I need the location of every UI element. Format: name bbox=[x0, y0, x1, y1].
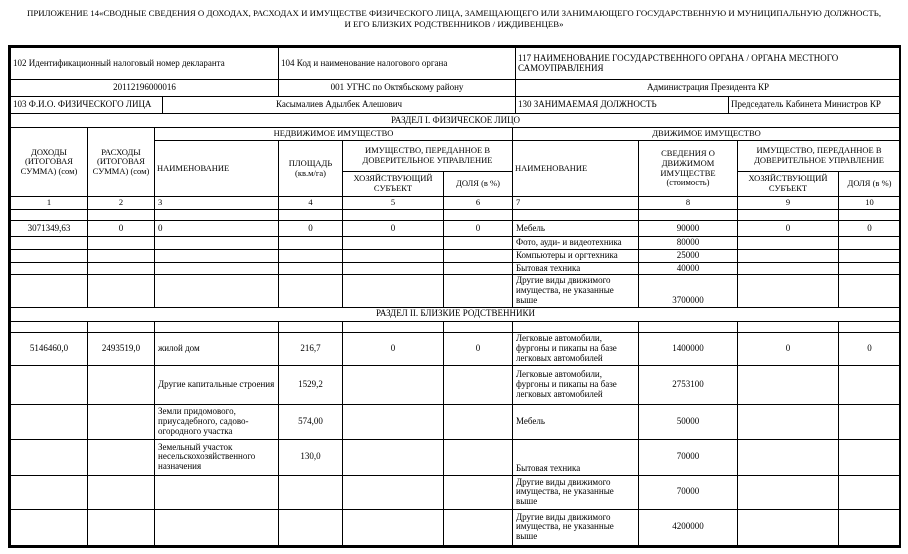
table-cell bbox=[343, 404, 444, 439]
document-title-line1: ПРИЛОЖЕНИЕ 14«СВОДНЫЕ СВЕДЕНИЯ О ДОХОДАХ, РАСХОДАХ И ИМУЩЕСТВЕ ФИЗИЧЕСКОГО ЛИЦА, ЗАМЕЩАЮЩЕГО ИЛИ ЗАНИМАЮЩЕГО ГОСУДАРСТВЕННУЮ И МУНИЦИПАЛЬНУЮ ДОЛЖНОСТЬ, bbox=[26, 8, 882, 18]
table-cell bbox=[839, 439, 901, 475]
section2-rows bbox=[11, 321, 901, 545]
table-cell bbox=[839, 365, 901, 404]
table-cell bbox=[155, 321, 279, 332]
table-cell: Земельный участок несельскохозяйственного назначения bbox=[155, 439, 279, 475]
table-cell bbox=[343, 509, 444, 545]
column-number: 5 bbox=[343, 197, 444, 210]
table-cell: 2493519,0 bbox=[88, 332, 155, 365]
table-cell: 0 bbox=[444, 332, 513, 365]
table-cell bbox=[639, 321, 738, 332]
header-trust-movable: ИМУЩЕСТВО, ПЕРЕДАННОЕ В ДОВЕРИТЕЛЬНОЕ УПРАВЛЕНИЕ bbox=[738, 141, 901, 172]
table-cell: 0 bbox=[839, 221, 901, 237]
table-cell bbox=[738, 210, 839, 221]
tin-value-cell: 20112196000016 bbox=[11, 80, 279, 97]
table-cell: Другие капитальные строения bbox=[155, 365, 279, 404]
header-trust-immovable: ИМУЩЕСТВО, ПЕРЕДАННОЕ В ДОВЕРИТЕЛЬНОЕ УПРАВЛЕНИЕ bbox=[343, 141, 513, 172]
table-cell: Легковые автомобили, фургоны и пикапы на базе легковых автомобилей bbox=[513, 365, 639, 404]
column-number: 9 bbox=[738, 197, 839, 210]
table-cell bbox=[155, 262, 279, 275]
table-cell: 50000 bbox=[639, 404, 738, 439]
table-cell: 2753100 bbox=[639, 365, 738, 404]
tin-label-cell: 102 Идентификационный налоговый номер декларанта bbox=[11, 48, 279, 80]
tax-office-label-cell: 104 Код и наименование налогового органа bbox=[279, 48, 516, 80]
table-cell bbox=[738, 262, 839, 275]
table-cell bbox=[343, 237, 444, 250]
table-cell bbox=[513, 210, 639, 221]
table-cell bbox=[279, 210, 343, 221]
property-table bbox=[10, 114, 901, 546]
table-cell bbox=[444, 275, 513, 307]
table-cell: 40000 bbox=[639, 262, 738, 275]
table-cell: 0 bbox=[155, 221, 279, 237]
table-cell bbox=[88, 439, 155, 475]
header-movable-info: СВЕДЕНИЯ О ДВИЖИМОМ ИМУЩЕСТВЕ (стоимость) bbox=[639, 141, 738, 197]
table-cell: 1400000 bbox=[639, 332, 738, 365]
table-cell bbox=[88, 404, 155, 439]
table-cell bbox=[839, 249, 901, 262]
table-cell: Мебель bbox=[513, 404, 639, 439]
table-cell bbox=[279, 275, 343, 307]
table-cell: Мебель bbox=[513, 221, 639, 237]
table-cell bbox=[88, 210, 155, 221]
document-title bbox=[4, 8, 904, 30]
table-cell: 3071349,63 bbox=[11, 221, 88, 237]
table-cell bbox=[444, 365, 513, 404]
tax-office-value-cell: 001 УГНС по Октябьскому району bbox=[279, 80, 516, 97]
table-cell bbox=[839, 275, 901, 307]
header-immovable-group: НЕДВИЖИМОЕ ИМУЩЕСТВО bbox=[155, 128, 513, 141]
table-cell bbox=[11, 321, 88, 332]
table-cell bbox=[155, 210, 279, 221]
table-cell bbox=[839, 475, 901, 509]
table-cell bbox=[11, 404, 88, 439]
section1-header: РАЗДЕЛ I. ФИЗИЧЕСКОЕ ЛИЦО bbox=[11, 114, 901, 128]
table-cell bbox=[88, 321, 155, 332]
table-cell bbox=[11, 475, 88, 509]
table-cell bbox=[343, 275, 444, 307]
column-number: 7 bbox=[513, 197, 639, 210]
table-cell: Бытовая техника bbox=[513, 439, 639, 475]
declarant-info-table bbox=[10, 47, 901, 114]
table-cell bbox=[639, 210, 738, 221]
table-cell bbox=[738, 475, 839, 509]
table-cell: 216,7 bbox=[279, 332, 343, 365]
declaration-table-frame bbox=[8, 45, 901, 548]
table-cell bbox=[839, 509, 901, 545]
header-name-movable: НАИМЕНОВАНИЕ bbox=[513, 141, 639, 197]
table-cell bbox=[155, 249, 279, 262]
table-cell bbox=[839, 210, 901, 221]
table-cell bbox=[88, 237, 155, 250]
table-cell: 0 bbox=[343, 332, 444, 365]
document-title-line2: И ЕГО БЛИЗКИХ РОДСТВЕННИКОВ / ИЖДИВЕНЦЕВ» bbox=[344, 19, 564, 29]
header-area: ПЛОЩАДЬ (кв.м/га) bbox=[279, 141, 343, 197]
table-cell bbox=[444, 439, 513, 475]
table-cell bbox=[11, 262, 88, 275]
section2-header: РАЗДЕЛ II. БЛИЗКИЕ РОДСТВЕННИКИ bbox=[11, 307, 901, 321]
table-cell bbox=[155, 237, 279, 250]
table-cell bbox=[279, 262, 343, 275]
table-cell: 0 bbox=[738, 332, 839, 365]
fio-value-cell: Касымалиев Адылбек Алешович bbox=[163, 97, 516, 114]
table-cell bbox=[88, 475, 155, 509]
table-cell bbox=[444, 509, 513, 545]
header-expense: РАСХОДЫ (ИТОГОВАЯ СУММА) (сом) bbox=[88, 128, 155, 197]
table-cell: 0 bbox=[88, 221, 155, 237]
table-cell: 70000 bbox=[639, 475, 738, 509]
position-label-cell: 130 ЗАНИМАЕМАЯ ДОЛЖНОСТЬ bbox=[516, 97, 729, 114]
table-cell: 574,00 bbox=[279, 404, 343, 439]
table-cell bbox=[88, 365, 155, 404]
table-cell: 5146460,0 bbox=[11, 332, 88, 365]
table-cell: 0 bbox=[279, 221, 343, 237]
table-cell bbox=[343, 365, 444, 404]
table-cell bbox=[11, 210, 88, 221]
table-cell bbox=[279, 249, 343, 262]
table-cell: жилой дом bbox=[155, 332, 279, 365]
table-cell: Компьютеры и оргтехника bbox=[513, 249, 639, 262]
table-cell bbox=[11, 237, 88, 250]
table-cell bbox=[279, 321, 343, 332]
table-cell bbox=[155, 509, 279, 545]
state-body-label-cell: 117 НАИМЕНОВАНИЕ ГОСУДАРСТВЕННОГО ОРГАНА / ОРГАНА МЕСТНОГО САМОУПРАВЛЕНИЯ bbox=[516, 48, 901, 80]
table-cell bbox=[738, 237, 839, 250]
position-value-cell: Председатель Кабинета Министров КР bbox=[729, 97, 901, 114]
table-cell bbox=[839, 237, 901, 250]
table-cell bbox=[88, 249, 155, 262]
table-cell bbox=[11, 275, 88, 307]
header-business-entity-immovable: ХОЗЯЙСТВУЮЩИЙ СУБЪЕКТ bbox=[343, 172, 444, 197]
table-cell: Бытовая техника bbox=[513, 262, 639, 275]
table-cell: 0 bbox=[839, 332, 901, 365]
table-cell bbox=[444, 210, 513, 221]
header-income: ДОХОДЫ (ИТОГОВАЯ СУММА) (сом) bbox=[11, 128, 88, 197]
table-cell bbox=[155, 475, 279, 509]
table-cell: Земли придомового, приусадебного, садово-огородного участка bbox=[155, 404, 279, 439]
header-business-entity-movable: ХОЗЯЙСТВУЮЩИЙ СУБЪЕКТ bbox=[738, 172, 839, 197]
table-cell: 0 bbox=[738, 221, 839, 237]
table-cell: Легковые автомобили, фургоны и пикапы на базе легковых автомобилей bbox=[513, 332, 639, 365]
section1-rows bbox=[11, 210, 901, 308]
table-cell bbox=[88, 275, 155, 307]
table-cell: 0 bbox=[343, 221, 444, 237]
column-number: 1 bbox=[11, 197, 88, 210]
table-cell: Другие виды движимого имущества, не указанные выше bbox=[513, 275, 639, 307]
table-cell bbox=[11, 249, 88, 262]
state-body-value-cell: Администрация Президента КР bbox=[516, 80, 901, 97]
table-cell: 70000 bbox=[639, 439, 738, 475]
table-cell bbox=[444, 262, 513, 275]
table-cell bbox=[343, 439, 444, 475]
table-cell bbox=[738, 365, 839, 404]
header-movable-group: ДВИЖИМОЕ ИМУЩЕСТВО bbox=[513, 128, 901, 141]
table-cell bbox=[738, 321, 839, 332]
table-cell bbox=[738, 509, 839, 545]
table-cell: Другие виды движимого имущества, не указанные выше bbox=[513, 509, 639, 545]
table-cell bbox=[444, 249, 513, 262]
table-cell: 1529,2 bbox=[279, 365, 343, 404]
table-cell bbox=[444, 404, 513, 439]
table-cell bbox=[155, 275, 279, 307]
table-cell bbox=[11, 365, 88, 404]
table-cell bbox=[839, 321, 901, 332]
header-share-immovable: ДОЛЯ (в %) bbox=[444, 172, 513, 197]
table-cell bbox=[444, 321, 513, 332]
column-number: 10 bbox=[839, 197, 901, 210]
table-cell bbox=[738, 249, 839, 262]
fio-label-cell: 103 Ф.И.О. ФИЗИЧЕСКОГО ЛИЦА bbox=[11, 97, 163, 114]
table-cell bbox=[279, 237, 343, 250]
table-cell bbox=[444, 237, 513, 250]
column-number: 8 bbox=[639, 197, 738, 210]
table-cell: 3700000 bbox=[639, 275, 738, 307]
table-cell bbox=[444, 475, 513, 509]
column-number: 2 bbox=[88, 197, 155, 210]
table-cell: 130,0 bbox=[279, 439, 343, 475]
table-cell bbox=[88, 509, 155, 545]
table-cell: Фото, ауди- и видеотехника bbox=[513, 237, 639, 250]
table-cell bbox=[738, 275, 839, 307]
table-cell bbox=[738, 404, 839, 439]
table-cell: 25000 bbox=[639, 249, 738, 262]
table-cell bbox=[343, 475, 444, 509]
table-cell bbox=[343, 249, 444, 262]
table-cell: Другие виды движимого имущества, не указанные выше bbox=[513, 475, 639, 509]
table-cell bbox=[279, 509, 343, 545]
column-number: 4 bbox=[279, 197, 343, 210]
header-name-immovable: НАИМЕНОВАНИЕ bbox=[155, 141, 279, 197]
table-cell: 90000 bbox=[639, 221, 738, 237]
header-share-movable: ДОЛЯ (в %) bbox=[839, 172, 901, 197]
table-cell bbox=[513, 321, 639, 332]
table-cell: 4200000 bbox=[639, 509, 738, 545]
table-cell bbox=[738, 439, 839, 475]
column-number: 6 bbox=[444, 197, 513, 210]
table-cell: 80000 bbox=[639, 237, 738, 250]
table-cell: 0 bbox=[444, 221, 513, 237]
table-cell bbox=[343, 210, 444, 221]
table-cell bbox=[279, 475, 343, 509]
table-cell bbox=[839, 262, 901, 275]
table-cell bbox=[839, 404, 901, 439]
table-cell bbox=[11, 439, 88, 475]
table-cell bbox=[88, 262, 155, 275]
table-cell bbox=[343, 262, 444, 275]
table-cell bbox=[343, 321, 444, 332]
table-cell bbox=[11, 509, 88, 545]
column-number: 3 bbox=[155, 197, 279, 210]
